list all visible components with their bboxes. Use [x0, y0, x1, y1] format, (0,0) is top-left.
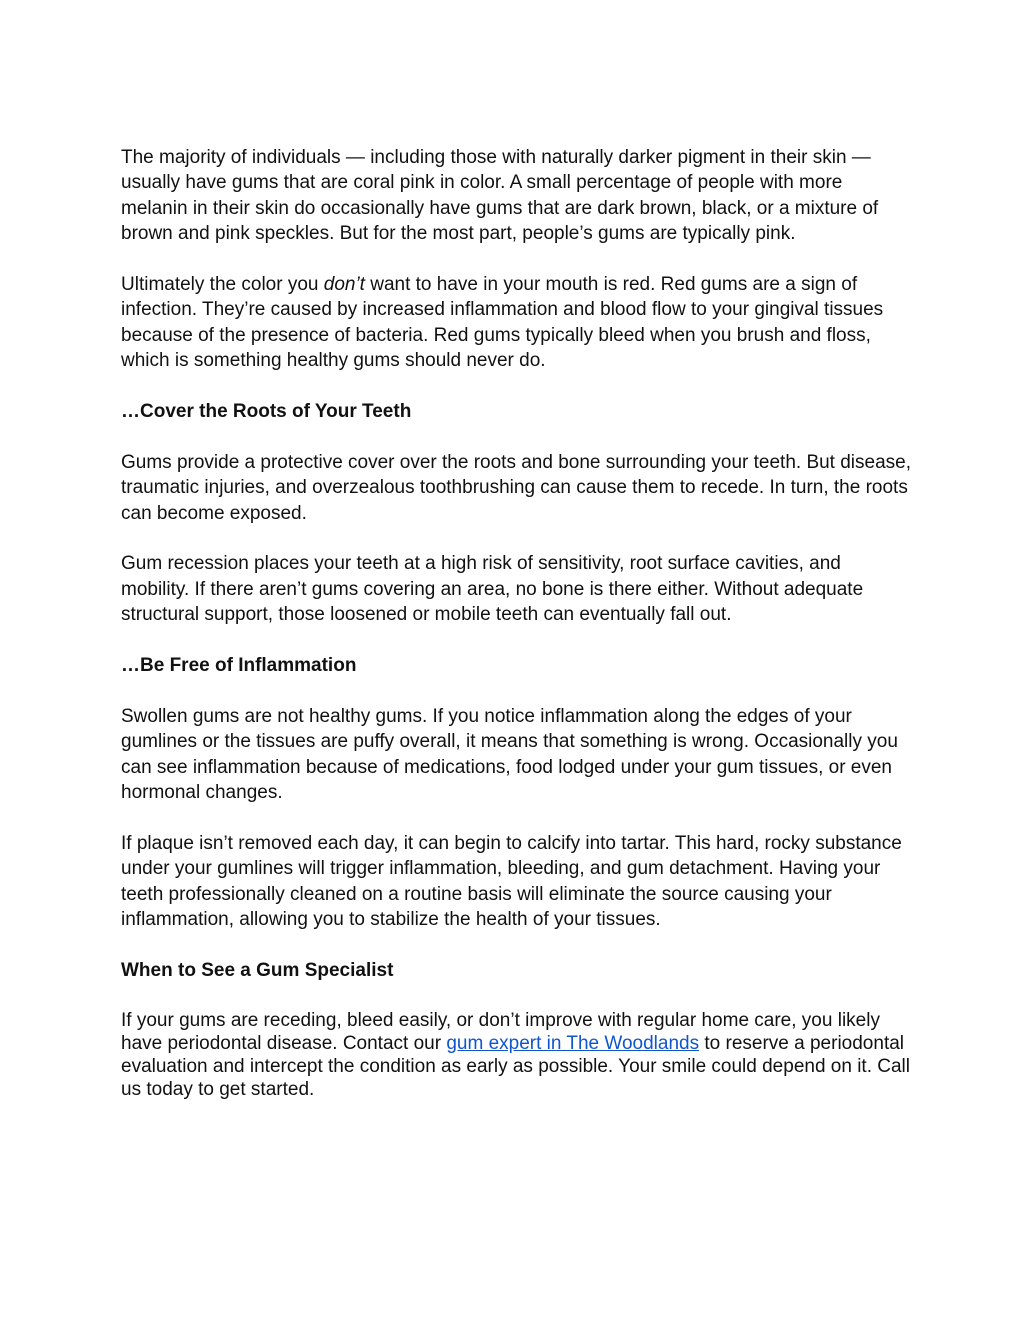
paragraph-contact-start: If your gums are receding, bleed easily, or don’t improve with regular home care, you likely have periodontal disease. Contact our — [121, 1009, 880, 1054]
document-page — [121, 145, 911, 1126]
paragraph-red-gums-end: want to have in your mouth is red. Red gums are a sign of infection. They’re caused by increased inflammation and blood flow to your gingival tissues because of the presence of bacteria. Red gums typically bleed when you brush and floss, which is something healthy gums should never do. — [121, 274, 884, 372]
heading-cover-roots: …Cover the Roots of Your Teeth — [121, 401, 412, 423]
paragraph-swollen-gums: Swollen gums are not healthy gums. If you notice inflammation along the edges of your gumlines or the tissues are puffy overall, it means that something is wrong. Occasionally you can see inflammation because of medications, food lodged under your gum tissues, or even hormonal changes. — [121, 705, 898, 804]
gum-expert-link[interactable]: gum expert in The Woodlands — [446, 1032, 700, 1054]
paragraph-red-gums-start: Ultimately the color you — [121, 274, 324, 296]
paragraph-plaque: If plaque isn’t removed each day, it can begin to calcify into tartar. This hard, rocky substance under your gumlines will trigger inflammation, bleeding, and gum detachment. Having your teeth professionally cleaned on a routine basis will eliminate the source causing your inflammation, allowing you to stabilize the health of your tissues. — [121, 832, 902, 931]
paragraph-gum-color: The majority of individuals — including those with naturally darker pigment in their skin — usually have gums that are coral pink in color. A small percentage of people with more melanin in their skin do occasionally have gums that are dark brown, black, or a mixture of brown and pink speckles. But for the most part, people’s gums are typically pink. — [121, 147, 879, 245]
emphasis-dont: don’t — [323, 274, 365, 296]
paragraph-contact — [121, 1009, 911, 1101]
heading-inflammation: …Be Free of Inflammation — [121, 655, 357, 677]
paragraph-gum-recession: Gum recession places your teeth at a high risk of sensitivity, root surface cavities, and mobility. If there aren’t gums covering an area, no bone is there either. Without adequate structural support, those loosened or mobile teeth can eventually fall out. — [121, 553, 864, 626]
paragraph-contact-end: to reserve a periodontal evaluation and intercept the condition as early as possible. Your smile could depend on it. Call us today to get started. — [121, 1032, 911, 1100]
paragraph-red-gums — [121, 272, 911, 374]
heading-gum-specialist: When to See a Gum Specialist — [121, 959, 394, 981]
paragraph-protective-cover: Gums provide a protective cover over the roots and bone surrounding your teeth. But disease, traumatic injuries, and overzealous toothbrushing can cause them to recede. In turn, the roots can become exposed. — [121, 451, 912, 524]
